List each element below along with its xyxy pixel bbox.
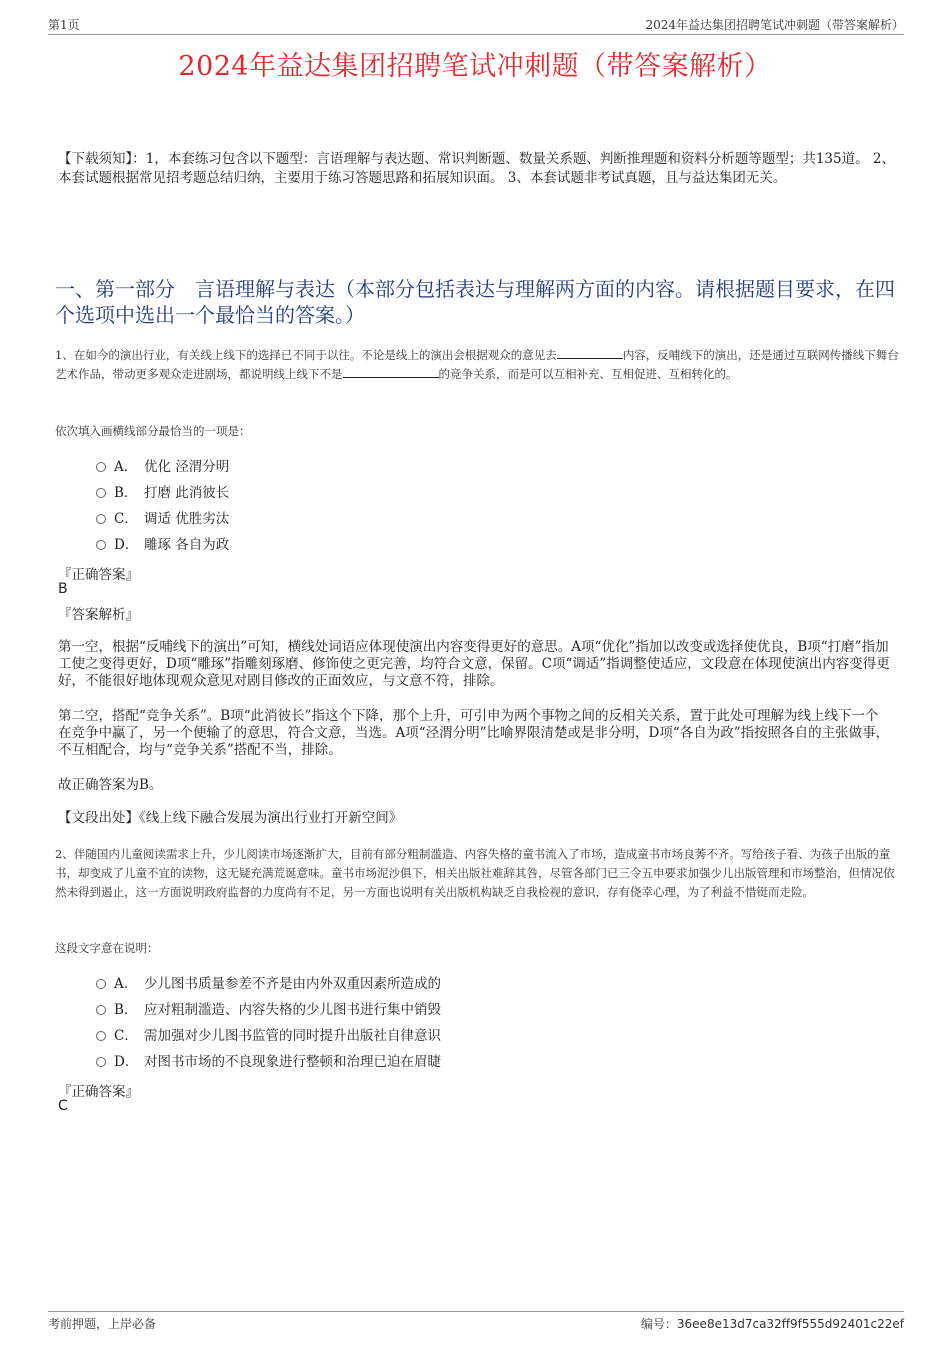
document-title: 2024年益达集团招聘笔试冲刺题（带答案解析） (178, 51, 772, 82)
blank-1 (557, 346, 623, 359)
radio-icon[interactable] (96, 514, 106, 524)
radio-icon[interactable] (96, 979, 106, 989)
radio-icon[interactable] (96, 488, 106, 498)
section-heading: 一、第一部分 言语理解与表达（本部分包括表达与理解两方面的内容。请根据题目要求，在四个选项中选出一个最恰当的答案。） (55, 277, 895, 327)
option-b[interactable]: B． 应对粗制滥造、内容失格的少儿图书进行集中销毁 (96, 995, 441, 1021)
radio-icon[interactable] (96, 1031, 106, 1041)
header-doc-title: 2024年益达集团招聘笔试冲刺题（带答案解析） (645, 18, 904, 32)
question-1-stem: 1、在如今的演出行业，有关线上线下的选择已不同于以往。不论是线上的演出会根据观众的意见去 内容，反哺线下的演出，还是通过互联网传播线下舞台艺术作品，带动更多观众走进剧场，都说明线上线下不是 的竞争关系，而是可以互相补充、互相促进、互相转化的。 (55, 348, 899, 381)
download-notice: 【下载须知】：1，本套练习包含以下题型：言语理解与表达题、常识判断题、数量关系题、判断推理题和资料分析题等题型；共135道。 2、本套试题根据常见招考题总结归纳，主要用于练习答题思路和拓展知识面。 3、本套试题非考试真题，且与益达集团无关。 (58, 151, 895, 186)
option-c[interactable]: C． 调适 优胜劣汰 (96, 504, 229, 530)
answer-value: C (58, 1098, 68, 1114)
analysis-paragraph-2: 第二空，搭配“竞争关系”。B项“此消彼长”指这个下降，那个上升，可引申为两个事物之间的反相关关系，置于此处可理解为线上线下一个在竞争中赢了，另一个便输了的意思，符合文意，当选。A项“泾渭分明”比喻界限清楚或是非分明，D项“各自为政”指按照各自的主张做事，不互相配合，均与“竞争关系”搭配不当，排除。 (58, 708, 890, 758)
option-d[interactable]: D． 雕琢 各自为政 (96, 530, 229, 556)
answer-label: 『正确答案』 (58, 567, 139, 583)
page-footer (48, 1311, 904, 1336)
question-1-prompt: 依次填入画横线部分最恰当的一项是： (55, 424, 251, 438)
option-b[interactable]: B． 打磨 此消彼长 (96, 478, 229, 504)
analysis-conclusion: 故正确答案为B。 (58, 777, 163, 793)
question-1-options (96, 452, 229, 556)
option-a[interactable]: A． 少儿图书质量参差不齐是由内外双重因素所造成的 (96, 969, 441, 995)
analysis-label: 『答案解析』 (58, 607, 139, 623)
source-citation: 【文段出处】《线上线下融合发展为演出行业打开新空间》 (58, 810, 403, 826)
page-number: 第1页 (48, 18, 80, 32)
footer-slogan: 考前押题，上岸必备 (48, 1317, 157, 1331)
option-c[interactable]: C． 需加强对少儿图书监管的同时提升出版社自律意识 (96, 1021, 441, 1047)
answer-value: B (58, 581, 68, 597)
footer-code: 编号：36ee8e13d7ca32ff9f555d92401c22ef (640, 1317, 904, 1331)
answer-label: 『正确答案』 (58, 1084, 139, 1100)
radio-icon[interactable] (96, 1057, 106, 1067)
option-d[interactable]: D． 对图书市场的不良现象进行整顿和治理已迫在眉睫 (96, 1047, 441, 1073)
question-2-stem: 2、伴随国内儿童阅读需求上升，少儿阅读市场逐渐扩大，目前有部分粗制滥造、内容失格的童书流入了市场，造成童书市场良莠不齐。写给孩子看、为孩子出版的童书，却变成了儿童不宜的读物，这无疑充满荒诞意味。童书市场泥沙俱下，相关出版社难辞其咎，尽管各部门已三令五申要求加强少儿出版管理和市场整治，但情况依然未得到遏止，这一方面说明政府监督的力度尚有不足，另一方面也说明有关出版机构缺乏自我检视的意识，存有侥幸心理，为了利益不惜铤而走险。 (55, 847, 895, 899)
analysis-paragraph-1: 第一空，根据“反哺线下的演出”可知，横线处词语应体现使演出内容变得更好的意思。A项“优化”指加以改变或选择使优良，B项“打磨”指加工使之变得更好，D项“雕琢”指雕刻琢磨、修饰使之更完善，均符合文意，保留。C项“调适”指调整使适应，文段意在体现使演出内容变得更好，不能很好地体现观众意见对剧目修改的正面效应，与文意不符，排除。 (58, 639, 890, 689)
radio-icon[interactable] (96, 540, 106, 550)
option-a[interactable]: A． 优化 泾渭分明 (96, 452, 229, 478)
blank-2 (343, 365, 439, 378)
radio-icon[interactable] (96, 462, 106, 472)
radio-icon[interactable] (96, 1005, 106, 1015)
question-2-prompt: 这段文字意在说明： (55, 941, 159, 955)
page-header (48, 14, 904, 35)
question-2-options (96, 969, 441, 1073)
